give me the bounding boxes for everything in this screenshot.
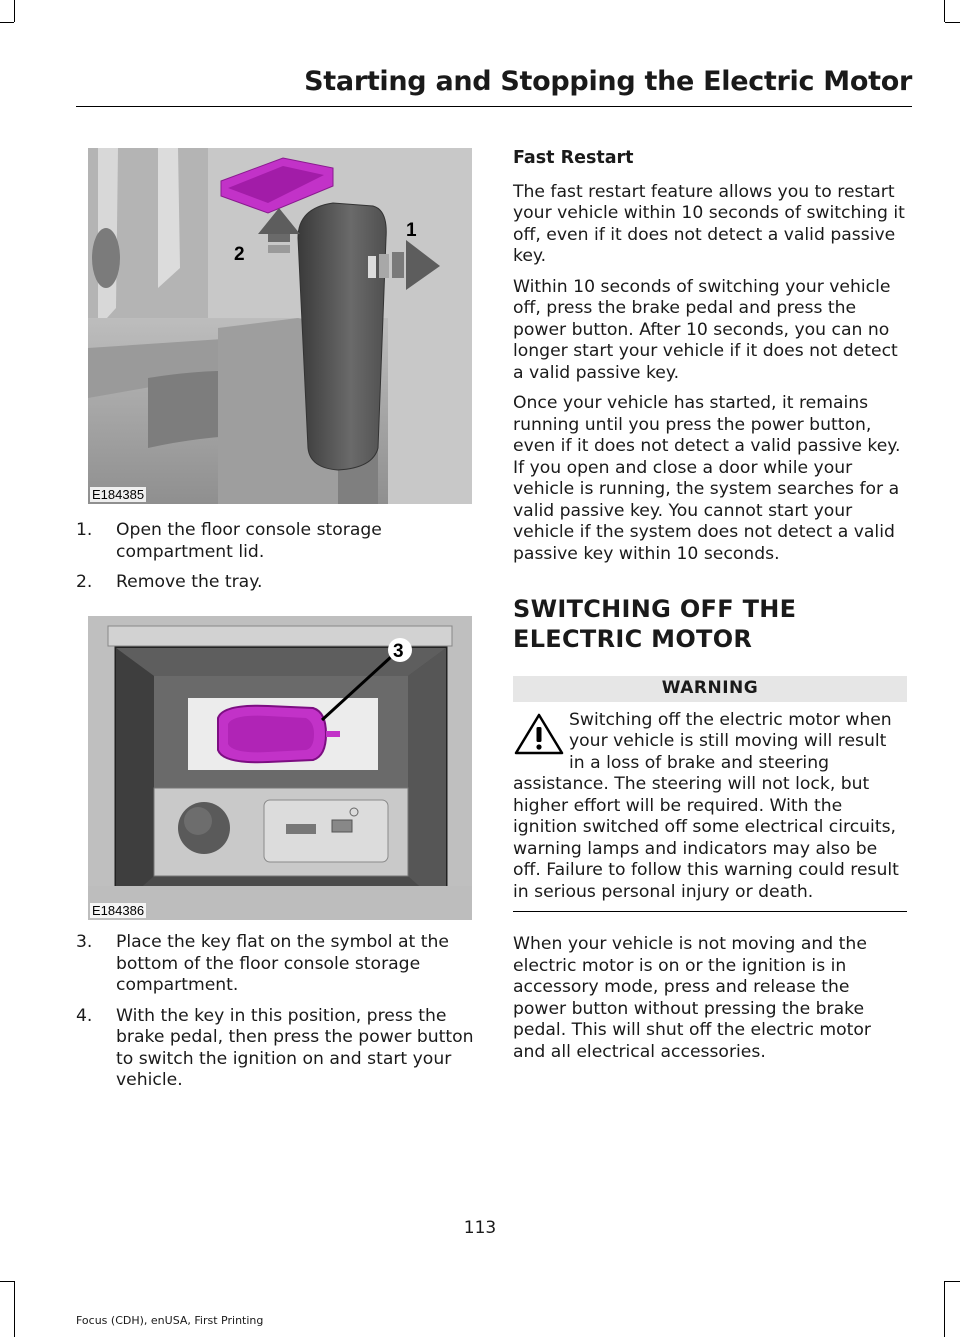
crop-mark	[945, 1281, 960, 1282]
paragraph: The fast restart feature allows you to restart your vehicle within 10 seconds of switching it off, even if it does not detect a valid passive key.	[513, 181, 905, 266]
list-item: 2. Remove the tray.	[76, 572, 263, 592]
list-item: 4. With the key in this position, press the brake pedal, then press the power button to switch the ignition on and start your vehicle.	[76, 1005, 474, 1090]
page-title: Starting and Stopping the Electric Motor	[304, 66, 912, 97]
crop-mark	[945, 22, 960, 23]
callout-2: 2	[234, 244, 245, 265]
console-lid-illustration	[88, 148, 472, 504]
warning-label: WARNING	[513, 676, 907, 702]
left-column-bottom	[76, 932, 476, 1101]
crop-mark	[14, 1281, 15, 1337]
figure-key-placement	[88, 616, 472, 920]
callout-3: 3	[393, 641, 404, 662]
key-placement-illustration	[88, 616, 472, 920]
footer-text: Focus (CDH), enUSA, First Printing	[76, 1314, 264, 1327]
paragraph: When your vehicle is not moving and the electric motor is on or the ignition is in accessory mode, press and release the power button without pressing the brake pedal. This will shut off the electric motor and all electrical accessories.	[513, 934, 871, 1062]
section-heading-fast-restart: Fast Restart	[513, 148, 634, 168]
callout-1: 1	[406, 220, 417, 241]
figure-code: E184386	[92, 903, 145, 918]
crop-mark	[944, 0, 945, 22]
step-list	[76, 932, 476, 1092]
list-item: 1. Open the floor console storage compartment lid.	[76, 520, 382, 562]
page-number: 113	[463, 1218, 497, 1238]
crop-mark	[944, 1281, 945, 1337]
left-column-top	[76, 520, 476, 603]
warning-text: Switching off the electric motor when your vehicle is still moving will result in a loss of brake and steering assistance. The steering will not lock, but higher effort will be required. With the ignition switched off some electrical circuits, warning lamps and indicators may also be off. Failure to follow this warning could result in serious personal injury or death.	[513, 709, 899, 902]
section-heading-switching-off: SWITCHING OFF THE ELECTRIC MOTOR	[513, 595, 797, 653]
warning-divider	[513, 911, 907, 912]
list-item: 3. Place the key flat on the symbol at the bottom of the floor console storage compartment.	[76, 932, 449, 995]
figure-console-lid	[88, 148, 472, 504]
crop-mark	[0, 22, 14, 23]
warning-box	[513, 702, 907, 904]
crop-mark	[0, 1281, 14, 1282]
paragraph: Within 10 seconds of switching your vehicle off, press the brake pedal and press the power button. After 10 seconds, you can no longer start your vehicle if it does not detect a valid passive key.	[513, 276, 898, 383]
right-column	[513, 148, 907, 1072]
warning-triangle-icon	[513, 712, 565, 756]
crop-mark	[14, 0, 15, 22]
figure-code: E184385	[92, 487, 145, 502]
header-divider	[76, 106, 912, 107]
paragraph: Once your vehicle has started, it remains running until you press the power button, even if it does not detect a valid passive key. If you open and close a door while your vehicle is running, the system searches for a valid passive key. You cannot start your vehicle if the system does not detect a valid passive key within 10 seconds.	[513, 393, 901, 564]
step-list	[76, 520, 476, 594]
